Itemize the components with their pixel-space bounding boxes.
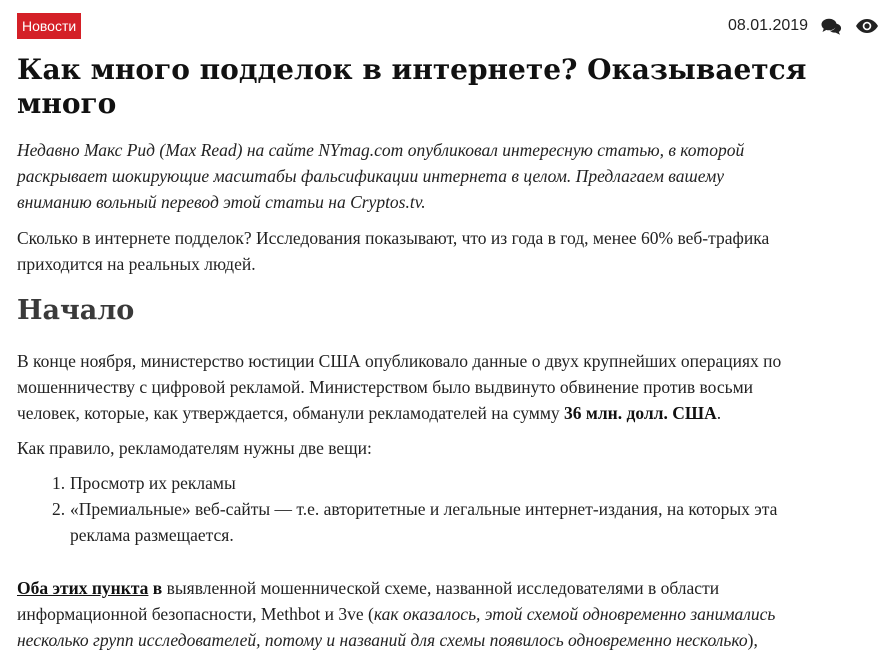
p1-line-2: мошенничеству с цифровой рекламой. Министерством было выдвинуто обвинение против восьми bbox=[17, 377, 754, 397]
category-badge[interactable]: Новости bbox=[17, 13, 81, 39]
intro-line-1: Сколько в интернете подделок? Исследования показывают, что из года в год, менее 60% веб-трафика bbox=[17, 228, 770, 248]
lead-line-1: Недавно Макс Рид (Max Read) на сайте NYmag.com опубликовал интересную статью, в которой bbox=[17, 140, 745, 160]
paragraph-schemes bbox=[17, 575, 894, 653]
fraud-amount: 36 млн. долл. США bbox=[564, 403, 717, 423]
paragraph-doj bbox=[17, 348, 894, 426]
p3-line-1-rest: выявленной мошеннической схеме, названной исследователями в области bbox=[162, 578, 720, 598]
intro-paragraph bbox=[17, 225, 894, 277]
both-points-link[interactable]: Оба этих пункта bbox=[17, 578, 149, 598]
publish-date: 08.01.2019 bbox=[728, 17, 809, 34]
article-page bbox=[17, 13, 894, 650]
p3-line-3-end: ), bbox=[747, 630, 758, 650]
p3-line-2-italic: как оказалось, этой схемой одновременно занимались bbox=[373, 604, 776, 624]
paragraph-advertisers: Как правило, рекламодателям нужны две вещи: bbox=[17, 438, 372, 458]
eye-icon[interactable] bbox=[855, 18, 879, 34]
p1-line-3-start: человек, которые, как утверждается, обманули рекламодателей на сумму bbox=[17, 403, 565, 423]
lead-line-3: вниманию вольный перевод этой статьи на Cryptos.tv. bbox=[17, 192, 426, 212]
article-title bbox=[17, 53, 887, 121]
p1-line-3-end: . bbox=[716, 403, 722, 423]
section-heading: Начало bbox=[17, 295, 135, 326]
p3-line-2: информационной безопасности, Methbot и 3ve ( bbox=[17, 604, 374, 624]
comments-icon[interactable] bbox=[821, 18, 842, 35]
lead-line-2: раскрывает шокирующие масштабы фальсификации интернета в целом. Предлагаем вашему bbox=[17, 166, 725, 186]
lead-paragraph bbox=[17, 137, 894, 215]
p1-line-1: В конце ноября, министерство юстиции США опубликовало данные о двух крупнейших операциях по bbox=[17, 351, 782, 371]
intro-line-2: приходится на реальных людей. bbox=[17, 254, 256, 274]
title-line-2: много bbox=[17, 87, 117, 120]
article-header bbox=[17, 13, 894, 40]
p3-line-3-italic: несколько групп исследователей, потому и названий для схемы появилось одновременно несколько bbox=[17, 630, 748, 650]
list-item-2 bbox=[70, 496, 777, 548]
list-number-1: 1. bbox=[52, 473, 66, 493]
list-number-2: 2. bbox=[52, 499, 66, 519]
list-item-1: Просмотр их рекламы bbox=[70, 473, 236, 493]
article-meta bbox=[728, 15, 879, 37]
list-item-2-line-2: реклама размещается. bbox=[70, 525, 234, 545]
title-line-1: Как много подделок в интернете? Оказывается bbox=[17, 53, 807, 86]
p3-bold-in: в bbox=[148, 578, 163, 598]
list-item-2-line-1: «Премиальные» веб-сайты — т.е. авторитетные и легальные интернет-издания, на которых эта bbox=[70, 499, 778, 519]
